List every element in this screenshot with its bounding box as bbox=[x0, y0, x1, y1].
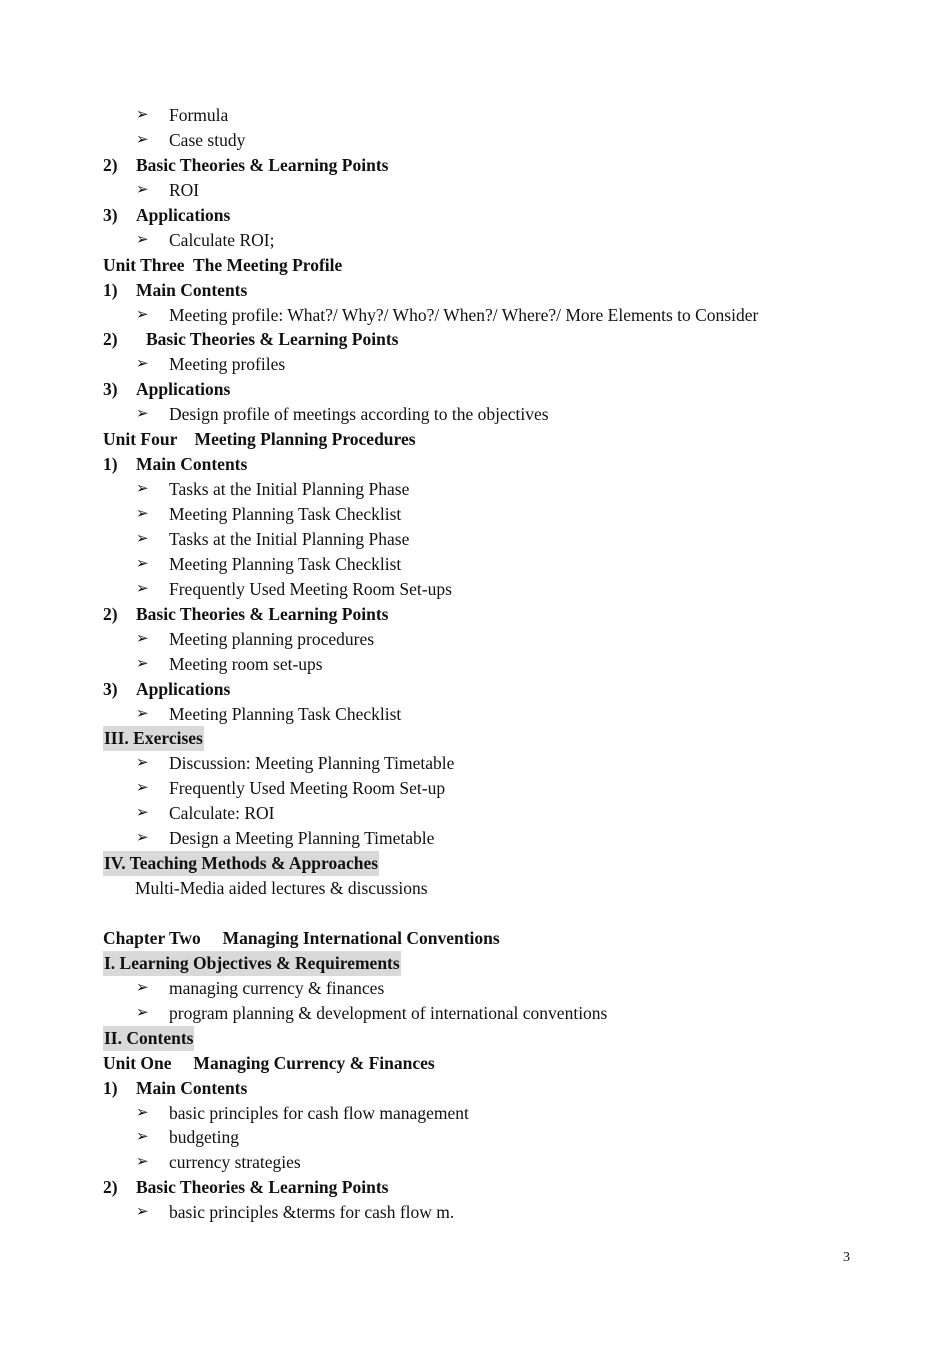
numbered-heading bbox=[0, 677, 952, 702]
arrow-bullet-icon: ➢ bbox=[136, 830, 149, 847]
unit-heading bbox=[0, 427, 952, 452]
bullet-item bbox=[0, 228, 952, 253]
arrow-bullet-icon: ➢ bbox=[136, 1129, 149, 1146]
arrow-bullet-icon: ➢ bbox=[136, 705, 149, 722]
heading-text: IV. Teaching Methods & Approaches bbox=[103, 851, 379, 876]
bullet-text: Frequently Used Meeting Room Set-ups bbox=[169, 578, 452, 599]
bullet-text: Meeting room set-ups bbox=[169, 653, 323, 674]
arrow-bullet-icon: ➢ bbox=[136, 1204, 149, 1221]
bullet-item bbox=[0, 577, 952, 602]
numbered-heading-text: Applications bbox=[136, 204, 231, 225]
arrow-bullet-icon: ➢ bbox=[136, 1104, 149, 1121]
bullet-item bbox=[0, 128, 952, 153]
arrow-bullet-icon: ➢ bbox=[136, 630, 149, 647]
arrow-bullet-icon: ➢ bbox=[136, 131, 149, 148]
list-number: 2) bbox=[103, 329, 118, 350]
list-number: 2) bbox=[103, 154, 118, 175]
bullet-item bbox=[0, 103, 952, 128]
numbered-heading bbox=[0, 602, 952, 627]
list-number: 2) bbox=[103, 1177, 118, 1198]
bullet-text: ROI bbox=[169, 179, 200, 200]
paragraph bbox=[0, 876, 952, 901]
bullet-item bbox=[0, 801, 952, 826]
numbered-heading bbox=[0, 1175, 952, 1200]
numbered-heading bbox=[0, 278, 952, 303]
list-number: 3) bbox=[103, 678, 118, 699]
arrow-bullet-icon: ➢ bbox=[136, 755, 149, 772]
bullet-text: Frequently Used Meeting Room Set-up bbox=[169, 778, 446, 799]
unit-heading bbox=[0, 926, 952, 951]
numbered-heading-text: Basic Theories & Learning Points bbox=[146, 329, 399, 350]
numbered-heading-text: Main Contents bbox=[136, 1077, 248, 1098]
numbered-heading bbox=[0, 153, 952, 178]
numbered-heading-text: Basic Theories & Learning Points bbox=[136, 1177, 389, 1198]
numbered-heading bbox=[0, 327, 952, 352]
bullet-text: Tasks at the Initial Planning Phase bbox=[169, 479, 410, 500]
bullet-text: currency strategies bbox=[169, 1152, 301, 1173]
arrow-bullet-icon: ➢ bbox=[136, 481, 149, 498]
arrow-bullet-icon: ➢ bbox=[136, 181, 149, 198]
arrow-bullet-icon: ➢ bbox=[136, 506, 149, 522]
bullet-item bbox=[0, 652, 952, 677]
bullet-text: program planning & development of international conventions bbox=[169, 1002, 608, 1023]
arrow-bullet-icon: ➢ bbox=[136, 1004, 149, 1021]
bullet-text: Calculate ROI; bbox=[169, 229, 275, 250]
arrow-bullet-icon: ➢ bbox=[136, 356, 149, 373]
arrow-bullet-icon: ➢ bbox=[136, 780, 149, 797]
arrow-bullet-icon: ➢ bbox=[136, 107, 149, 123]
heading-text: I. Learning Objectives & Requirements bbox=[103, 951, 401, 976]
bullet-item bbox=[0, 352, 952, 377]
bullet-item bbox=[0, 1200, 952, 1225]
bullet-item bbox=[0, 477, 952, 502]
numbered-heading-text: Basic Theories & Learning Points bbox=[136, 603, 389, 624]
heading-text: Unit Four Meeting Planning Procedures bbox=[103, 429, 416, 450]
heading-text: III. Exercises bbox=[103, 726, 204, 751]
paragraph-text: Multi-Media aided lectures & discussions bbox=[135, 878, 428, 899]
arrow-bullet-icon: ➢ bbox=[136, 555, 149, 572]
arrow-bullet-icon: ➢ bbox=[136, 530, 149, 547]
numbered-heading bbox=[0, 203, 952, 228]
arrow-bullet-icon: ➢ bbox=[136, 231, 149, 248]
arrow-bullet-icon: ➢ bbox=[136, 306, 149, 323]
bullet-item bbox=[0, 1125, 952, 1150]
bullet-text: basic principles &terms for cash flow m. bbox=[169, 1202, 455, 1223]
bullet-text: Meeting profiles bbox=[169, 354, 286, 375]
document-page bbox=[0, 103, 952, 1225]
bullet-text: Meeting profile: What?/ Why?/ Who?/ When?/ Where?/ More Elements to Consider bbox=[169, 304, 759, 325]
list-number: 3) bbox=[103, 379, 118, 400]
numbered-heading-text: Basic Theories & Learning Points bbox=[136, 154, 389, 175]
numbered-heading bbox=[0, 377, 952, 402]
arrow-bullet-icon: ➢ bbox=[136, 406, 149, 423]
arrow-bullet-icon: ➢ bbox=[136, 805, 149, 822]
bullet-item bbox=[0, 502, 952, 527]
bullet-item bbox=[0, 527, 952, 552]
blank-line bbox=[0, 901, 952, 926]
bullet-text: managing currency & finances bbox=[169, 977, 385, 998]
section-heading bbox=[0, 951, 952, 976]
arrow-bullet-icon: ➢ bbox=[136, 1154, 149, 1171]
bullet-item bbox=[0, 702, 952, 727]
list-number: 1) bbox=[103, 454, 118, 475]
numbered-heading bbox=[0, 452, 952, 477]
section-heading bbox=[0, 726, 952, 751]
bullet-text: Meeting Planning Task Checklist bbox=[169, 703, 402, 724]
bullet-text: Case study bbox=[169, 129, 246, 150]
arrow-bullet-icon: ➢ bbox=[136, 580, 149, 597]
list-number: 1) bbox=[103, 279, 118, 300]
bullet-item bbox=[0, 976, 952, 1001]
bullet-item bbox=[0, 776, 952, 801]
numbered-heading-text: Applications bbox=[136, 678, 231, 699]
bullet-text: Tasks at the Initial Planning Phase bbox=[169, 528, 410, 549]
bullet-text: budgeting bbox=[169, 1127, 239, 1148]
bullet-text: Formula bbox=[169, 105, 229, 125]
heading-text: Unit One Managing Currency & Finances bbox=[103, 1052, 435, 1073]
arrow-bullet-icon: ➢ bbox=[136, 979, 149, 996]
unit-heading bbox=[0, 253, 952, 278]
bullet-text: Meeting Planning Task Checklist bbox=[169, 553, 402, 574]
bullet-text: Meeting Planning Task Checklist bbox=[169, 504, 402, 524]
numbered-heading bbox=[0, 1076, 952, 1101]
bullet-text: Meeting planning procedures bbox=[169, 628, 375, 649]
numbered-heading-text: Applications bbox=[136, 379, 231, 400]
bullet-item bbox=[0, 552, 952, 577]
bullet-text: basic principles for cash flow management bbox=[169, 1102, 469, 1123]
bullet-text: Design a Meeting Planning Timetable bbox=[169, 828, 435, 849]
numbered-heading-text: Main Contents bbox=[136, 279, 248, 300]
bullet-item bbox=[0, 826, 952, 851]
heading-text: Chapter Two Managing International Conventions bbox=[103, 927, 500, 948]
list-number: 2) bbox=[103, 603, 118, 624]
bullet-text: Calculate: ROI bbox=[169, 803, 275, 824]
numbered-heading-text: Main Contents bbox=[136, 454, 248, 475]
bullet-item bbox=[0, 303, 952, 328]
list-number: 1) bbox=[103, 1077, 118, 1098]
section-heading bbox=[0, 1026, 952, 1051]
bullet-item bbox=[0, 402, 952, 427]
section-heading bbox=[0, 851, 952, 876]
arrow-bullet-icon: ➢ bbox=[136, 655, 149, 672]
bullet-text: Design profile of meetings according to the objectives bbox=[169, 404, 549, 425]
bullet-item bbox=[0, 1150, 952, 1175]
bullet-item bbox=[0, 178, 952, 203]
unit-heading bbox=[0, 1051, 952, 1076]
heading-text: II. Contents bbox=[103, 1026, 194, 1051]
bullet-item bbox=[0, 751, 952, 776]
bullet-text: Discussion: Meeting Planning Timetable bbox=[169, 753, 455, 774]
bullet-item bbox=[0, 627, 952, 652]
page-number: 3 bbox=[843, 1250, 850, 1265]
bullet-item bbox=[0, 1101, 952, 1126]
bullet-item bbox=[0, 1001, 952, 1026]
heading-text: Unit Three The Meeting Profile bbox=[103, 254, 343, 275]
list-number: 3) bbox=[103, 204, 118, 225]
